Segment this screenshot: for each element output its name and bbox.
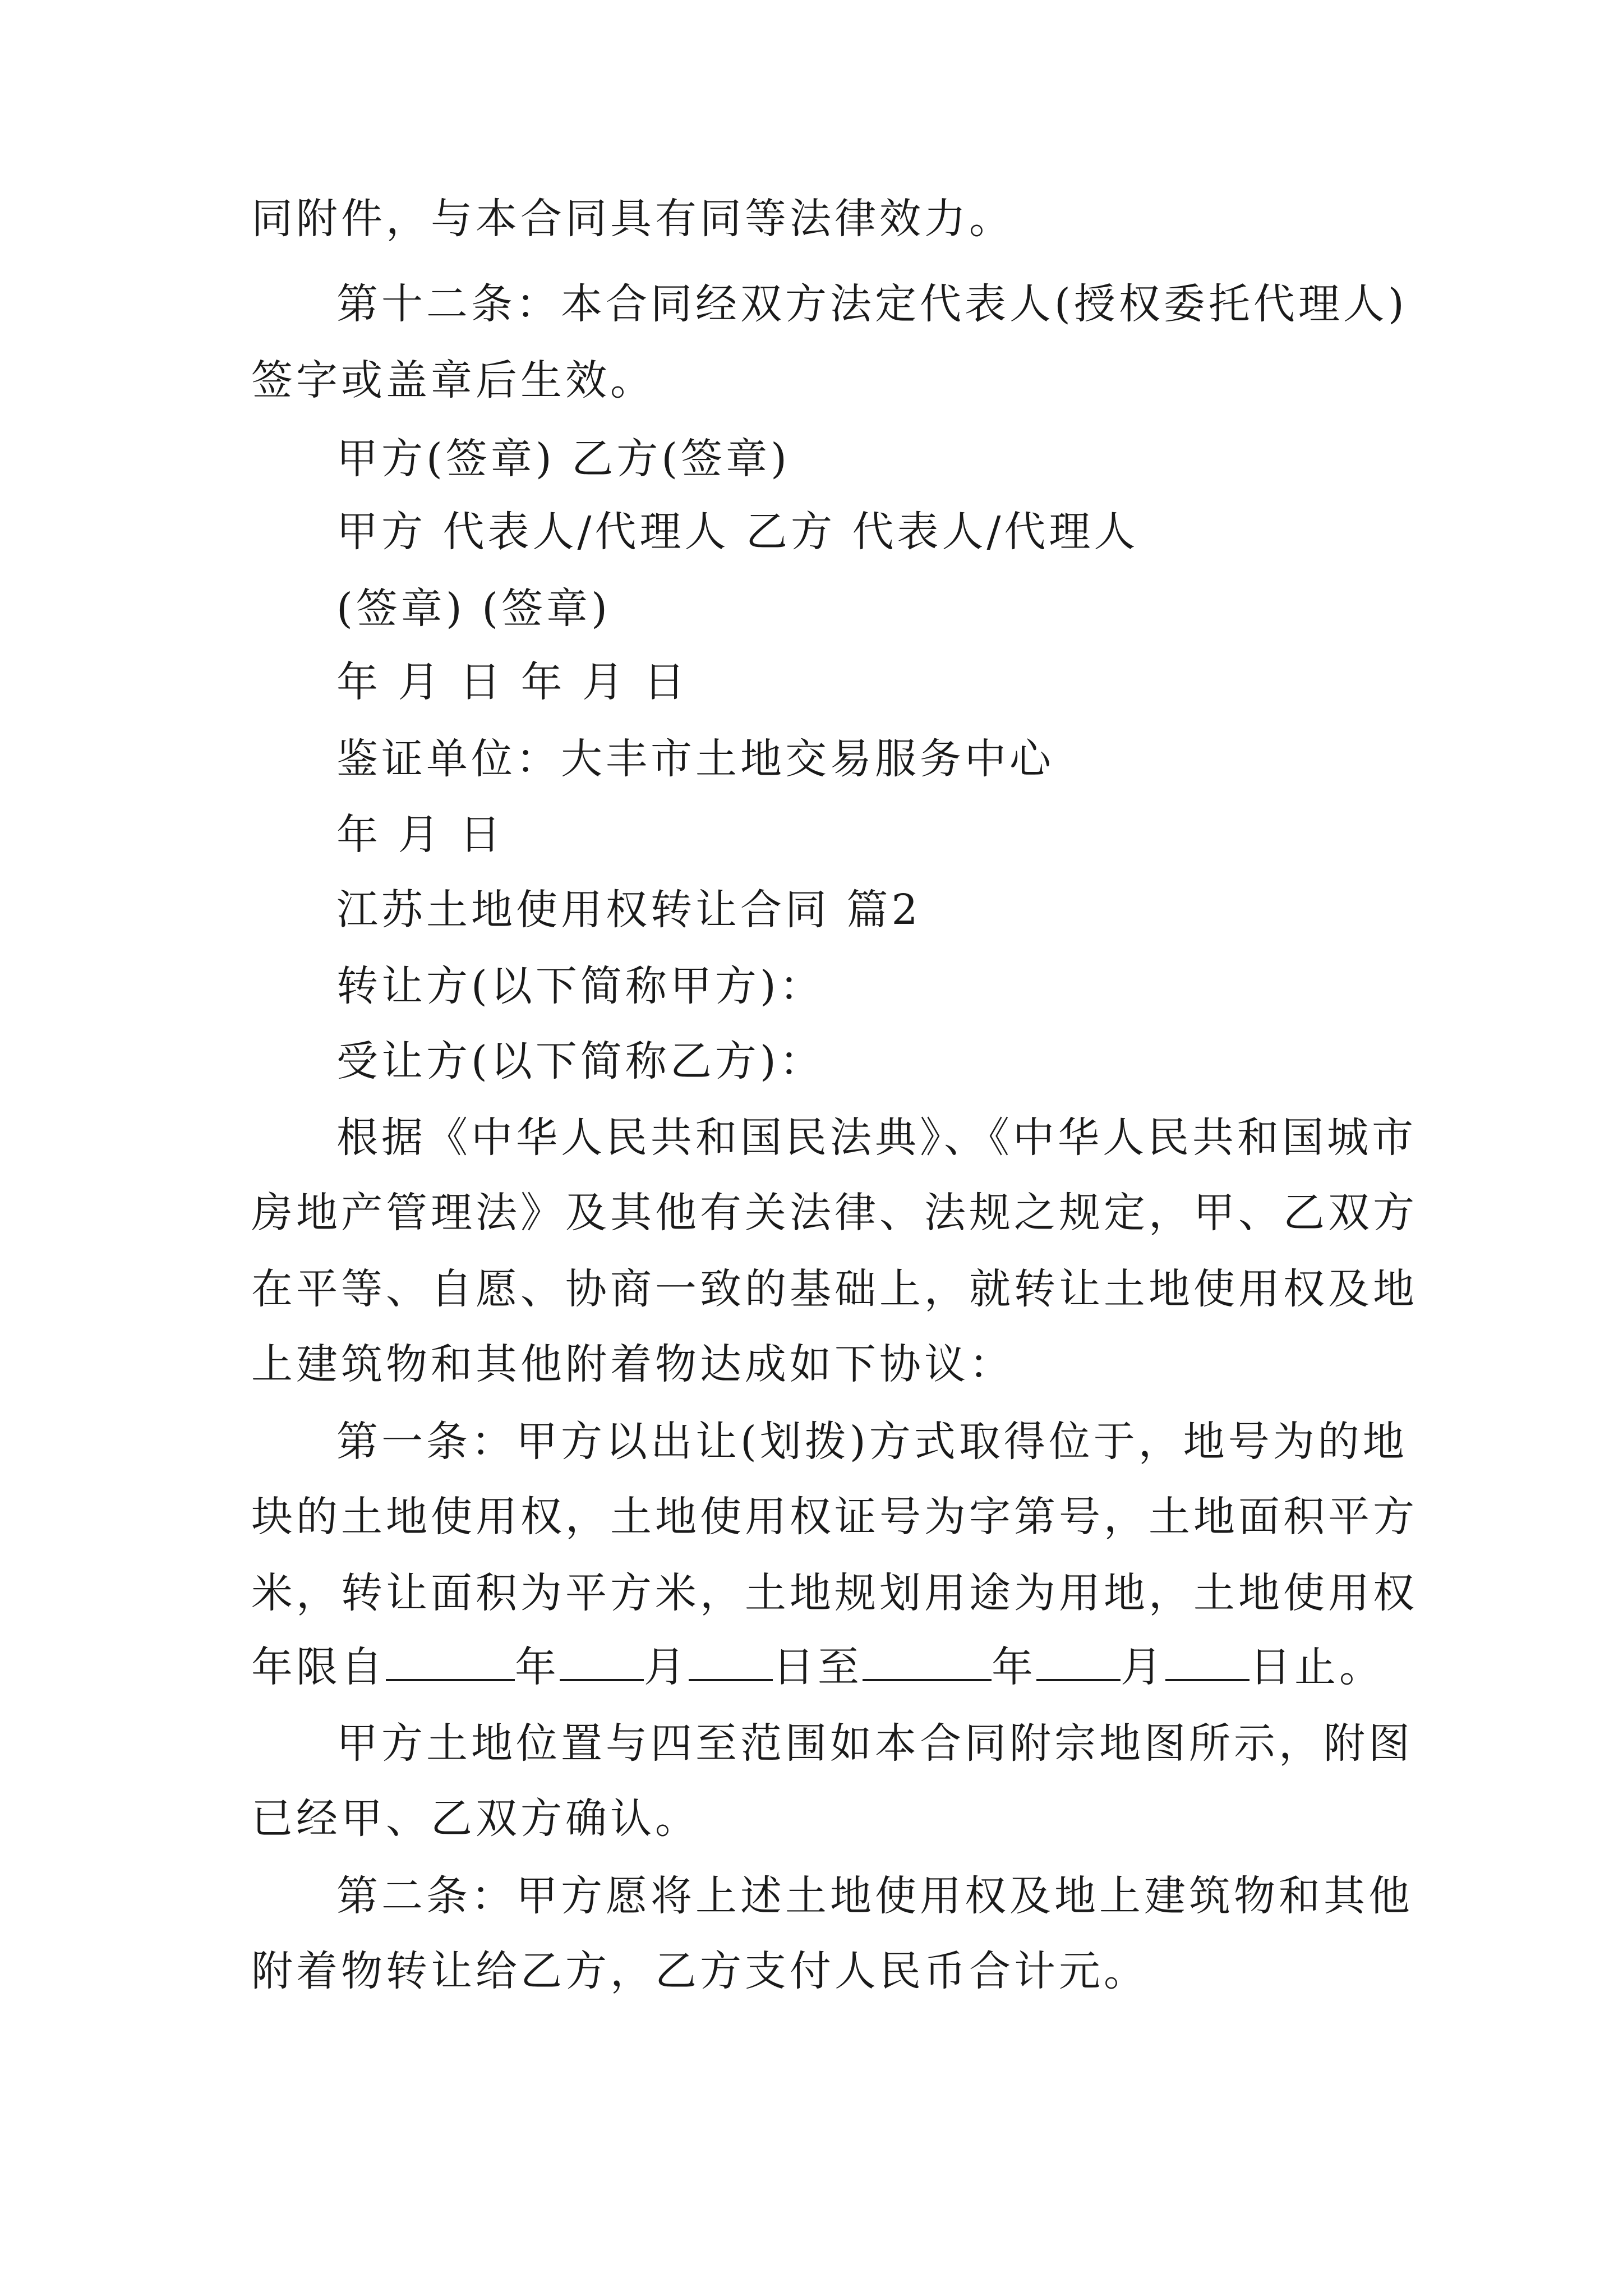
- party-line: 转让方(以下简称甲方)：: [336, 962, 824, 1010]
- paragraph-line: 第十二条：本合同经双方法定代表人(授权委托代理人): [336, 280, 1408, 328]
- paragraph-line: 同附件，与本合同具有同等法律效力。: [251, 195, 1014, 243]
- paragraph-line: 签字或盖章后生效。: [251, 356, 655, 404]
- signature-line: (签章) (签章): [336, 585, 611, 633]
- term-month: 月: [644, 1643, 689, 1691]
- blank-field: [1036, 1642, 1121, 1681]
- blank-field: [689, 1642, 773, 1681]
- paragraph-line: 第二条：甲方愿将上述土地使用权及地上建筑物和其他: [336, 1872, 1413, 1920]
- paragraph-line: 甲方土地位置与四至范围如本合同附宗地图所示，附图: [336, 1719, 1413, 1768]
- date-line: 年 月 日 年 月 日: [336, 658, 689, 706]
- paragraph-line: 房地产管理法》及其他有关法律、法规之规定，甲、乙双方: [251, 1189, 1418, 1237]
- paragraph-line: 在平等、自愿、协商一致的基础上，就转让土地使用权及地: [251, 1265, 1418, 1313]
- party-line: 受让方(以下简称乙方)：: [336, 1037, 824, 1085]
- term-day: 日至: [773, 1643, 863, 1691]
- term-year: 年: [992, 1643, 1036, 1691]
- notary-line: 鉴证单位：大丰市土地交易服务中心: [336, 735, 1054, 783]
- paragraph-line: 上建筑物和其他附着物达成如下协议：: [251, 1340, 1014, 1388]
- date-line: 年 月 日: [336, 811, 505, 859]
- term-month: 月: [1121, 1643, 1165, 1691]
- signature-line: 甲方 代表人/代理人 乙方 代表人/代理人: [336, 508, 1139, 556]
- paragraph-line: 根据《中华人民共和国民法典》、《中华人民共和国城市: [336, 1114, 1417, 1162]
- term-day: 日止。: [1249, 1643, 1384, 1691]
- paragraph-line: 米，转让面积为平方米，土地规划用途为用地，土地使用权: [251, 1569, 1418, 1617]
- blank-field: [386, 1642, 515, 1681]
- paragraph-line: 附着物转让给乙方，乙方支付人民币合计元。: [251, 1947, 1149, 1995]
- paragraph-line: 块的土地使用权，土地使用权证号为字第号，土地面积平方: [251, 1493, 1418, 1541]
- blank-field: [1165, 1642, 1249, 1681]
- section-title: 江苏土地使用权转让合同 篇2: [336, 886, 921, 934]
- paragraph-line: 已经甲、乙双方确认。: [251, 1795, 700, 1843]
- blank-field: [560, 1642, 644, 1681]
- paragraph-line: 第一条：甲方以出让(划拨)方式取得位于，地号为的地: [336, 1418, 1408, 1466]
- term-prefix: 年限自: [251, 1643, 386, 1691]
- blank-field: [863, 1642, 992, 1681]
- term-year: 年: [515, 1643, 560, 1691]
- signature-line: 甲方(签章) 乙方(签章): [336, 435, 791, 483]
- term-line: [251, 1639, 1384, 1695]
